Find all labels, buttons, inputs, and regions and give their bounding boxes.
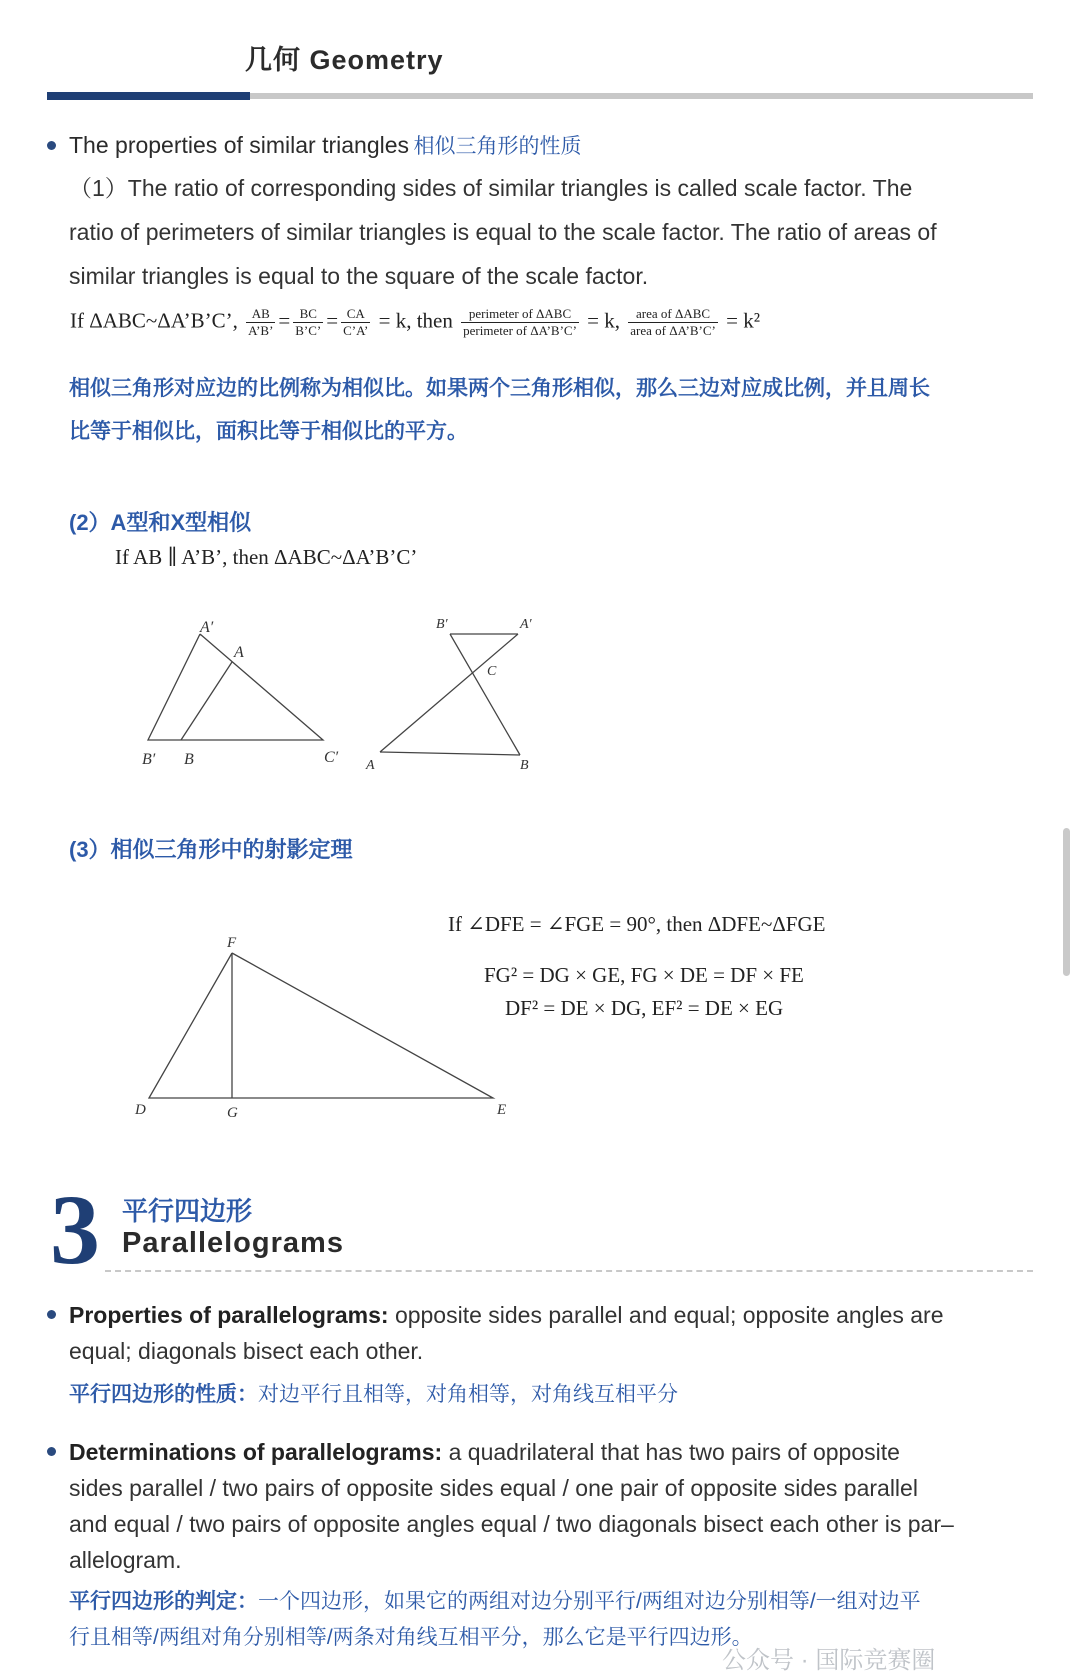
p1-line: （1）The ratio of corresponding sides of similar triangles is called scale factor. The (69, 175, 913, 201)
zh-line: 相似三角形对应边的比例称为相似比。如果两个三角形相似，那么三边对应成比例，并且周长 (69, 377, 930, 400)
section-number: 3 (50, 1174, 100, 1285)
projection-formula-2: DF² = DE × DG, EF² = DE × EG (505, 996, 784, 1020)
fraction-ab (246, 306, 275, 339)
section-dashed-divider (105, 1270, 1033, 1272)
triangle-inner-side (181, 662, 232, 740)
properties-line: opposite sides parallel and equal; opposite angles are (394, 1302, 944, 1328)
label-b-prime: B′ (436, 617, 448, 632)
label-a: A (234, 644, 244, 661)
similar-ratio-formula: If ΔABC~ΔA’B’C’, $\frac{AB}{A’B’}$ = $\frac{BC}{B’C’}$ = $\frac{CA}{C’A’}$ = k, then $\frac{\text{perimeter of ΔABC}}{\text{perimeter of ΔA’B’C’}}$ = k, $\frac{\text{area of ΔABC}}{\text{area of ΔA’B’C’}}$ = k² (70, 306, 760, 338)
x-diagonal-1 (450, 634, 520, 755)
subsection-2-heading: (2）A型和X型相似 (69, 510, 252, 535)
determinations-line: and equal / two pairs of opposite angles equal / two diagonals bisect each other is par– (69, 1511, 954, 1537)
determinations-label: Determinations of parallelograms: (69, 1439, 443, 1465)
properties-zh-text: 对边平行且相等，对角相等，对角线互相平分 (258, 1383, 678, 1406)
right-triangle-projection-figure (125, 925, 525, 1125)
fraction-perimeter (461, 306, 579, 339)
formula-k: = k, (587, 308, 620, 333)
subsection-2-formula: If AB ∥ A’B’, then ΔABC~ΔA’B’C’ (115, 545, 418, 569)
bullet-icon (47, 141, 56, 150)
frac-num: CA (341, 306, 370, 323)
frac-den: C’A’ (343, 323, 369, 338)
section-title-zh: 平行四边形 (122, 1196, 253, 1226)
properties-line: equal; diagonals bisect each other. (69, 1338, 424, 1364)
fraction-ca (341, 306, 370, 339)
determinations-zh-line: 一个四边形，如果它的两组对边分别平行/两组对边分别相等/一组对边平 (258, 1590, 921, 1613)
header-accent-bar (47, 92, 250, 100)
label-c-prime: C′ (324, 749, 339, 766)
properties-label: Properties of parallelograms: (69, 1302, 389, 1328)
frac-den: perimeter of ΔA’B’C’ (463, 323, 577, 338)
label-b: B (520, 758, 529, 772)
frac-num: area of ΔABC (628, 306, 718, 323)
formula-prefix: If ΔABC~ΔA’B’C’, (70, 308, 238, 333)
similar-heading-zh: 相似三角形的性质 (413, 135, 582, 158)
frac-num: BC (293, 306, 323, 323)
zh-line: 比等于相似比，面积比等于相似比的平方。 (69, 420, 468, 443)
fraction-bc (293, 306, 323, 339)
header-divider (250, 93, 1033, 99)
label-a-prime: A′ (200, 619, 214, 636)
parallelogram-determinations-en (69, 1434, 1019, 1578)
p1-line: ratio of perimeters of similar triangles is equal to the scale factor. The ratio of areas of (69, 219, 937, 245)
projection-condition: If ∠DFE = ∠FGE = 90°, then ΔDFE~ΔFGE (448, 912, 826, 936)
similar-zh-paragraph (69, 367, 930, 453)
parallelogram-properties-en (69, 1297, 1019, 1369)
similar-heading (69, 130, 581, 160)
determinations-line: sides parallel / two pairs of opposite sides equal / one pair of opposite sides parallel (69, 1475, 918, 1501)
section-title-en: Parallelograms (122, 1227, 344, 1259)
x-diagonal-2 (380, 634, 518, 752)
wechat-watermark: 公众号 · 国际竞赛圈 (722, 1647, 936, 1674)
label-a: A (366, 758, 375, 772)
label-d: D (135, 1102, 146, 1118)
formula-end: = k² (726, 308, 760, 333)
label-g: G (227, 1105, 238, 1121)
projection-formula-1: FG² = DG × GE, FG × DE = DF × FE (484, 963, 804, 987)
subsection-3-heading: (3）相似三角形中的射影定理 (69, 837, 353, 862)
frac-num: perimeter of ΔABC (461, 306, 579, 323)
p1-line: similar triangles is equal to the square of the scale factor. (69, 263, 649, 289)
determinations-line: allelogram. (69, 1547, 182, 1573)
page-header-title: 几何 Geometry (245, 45, 444, 75)
label-b: B (184, 751, 194, 768)
similar-paragraph-1 (69, 166, 1009, 298)
parallelogram-properties-zh (69, 1377, 678, 1413)
label-f: F (227, 935, 237, 951)
label-e: E (497, 1102, 507, 1118)
label-c: C (487, 664, 497, 679)
frac-num: AB (246, 306, 275, 323)
bullet-icon (47, 1447, 56, 1456)
x-type-triangle-figure (360, 612, 560, 772)
label-a-prime: A′ (520, 617, 532, 632)
fraction-area (628, 306, 718, 339)
frac-den: B’C’ (295, 323, 322, 338)
formula-mid: = k, then (378, 308, 453, 333)
triangle-dfe (149, 953, 493, 1098)
frac-den: A’B’ (248, 323, 274, 338)
determinations-line: a quadrilateral that has two pairs of opposite (448, 1439, 900, 1465)
similar-heading-en: The properties of similar triangles (69, 132, 410, 158)
determinations-zh-line: 行且相等/两组对角分别相等/两条对角线互相平分，那么它是平行四边形。 (69, 1626, 753, 1649)
properties-zh-label: 平行四边形的性质： (69, 1383, 258, 1406)
x-bottom-side (380, 752, 520, 755)
bullet-icon (47, 1310, 56, 1319)
a-type-triangle-figure (130, 612, 360, 772)
determinations-zh-label: 平行四边形的判定： (69, 1590, 258, 1613)
scrollbar-thumb[interactable] (1063, 828, 1070, 976)
label-b-prime: B′ (142, 751, 156, 768)
frac-den: area of ΔA’B’C’ (630, 323, 716, 338)
